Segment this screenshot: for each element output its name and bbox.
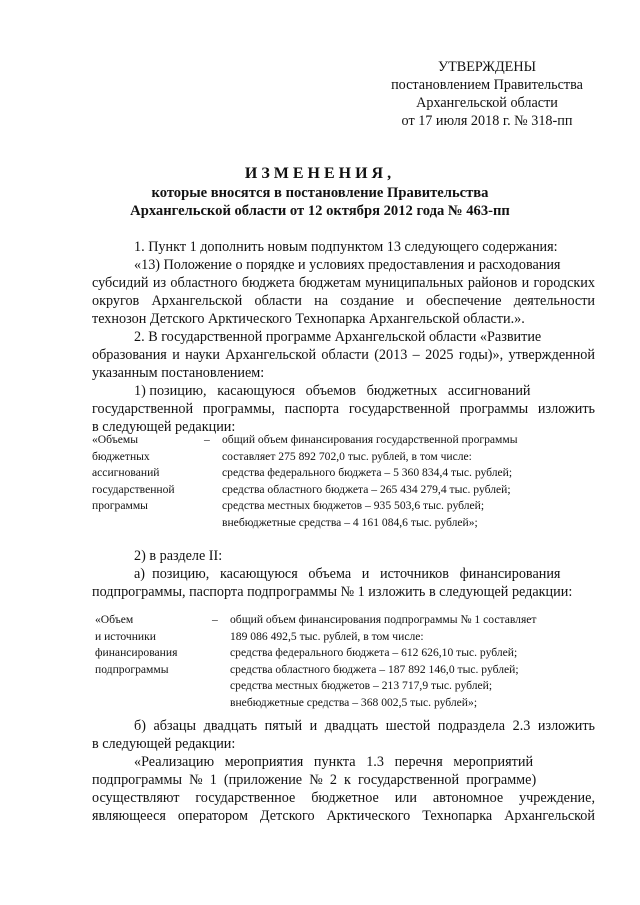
paragraph-line: государственной программы, паспорта государственной программы изложить	[92, 401, 595, 417]
paragraph-line: указанным постановлением:	[92, 365, 265, 381]
value-line: общий объем финансирования государственной программы	[222, 433, 518, 446]
value-line: составляет 275 892 702,0 тыс. рублей, в том числе:	[222, 449, 472, 463]
value-line: средства местных бюджетов – 935 503,6 тыс. рублей;	[222, 499, 485, 512]
table-dash: –	[212, 613, 218, 626]
table-label	[95, 612, 177, 678]
label-line: программы	[92, 499, 148, 512]
paragraph-line: 2) в разделе II:	[134, 548, 223, 564]
paragraph-line: б) абзацы двадцать пятый и двадцать шестой подраздела 2.3 изложить	[134, 718, 595, 734]
table-values	[230, 612, 537, 711]
paragraph-line: образования и науки Архангельской области (2013 – 2025 годы)», утвержденной	[92, 347, 595, 363]
approved-line: УТВЕРЖДЕНЫ	[438, 59, 536, 75]
section-3	[92, 717, 595, 825]
value-line: общий объем финансирования подпрограммы № 1 составляет	[230, 613, 537, 626]
table-label	[92, 432, 175, 515]
label-line: и источники	[95, 629, 156, 643]
table-values	[222, 432, 518, 531]
paragraph-line: а) позицию, касающуюся объема и источников финансирования	[134, 566, 561, 582]
section-2	[92, 547, 595, 601]
paragraph-line: округов Архангельской области на создание и обеспечение деятельности	[92, 293, 595, 309]
label-line: бюджетных	[92, 449, 150, 463]
paragraph-line: подпрограммы, паспорта подпрограммы № 1 изложить в следующей редакции:	[92, 584, 573, 600]
paragraph-line: «Реализацию мероприятия пункта 1.3 перечня мероприятий	[134, 754, 534, 770]
approved-line: от 17 июля 2018 г. № 318-пп	[401, 113, 573, 129]
value-line: средства областного бюджета – 265 434 279,4 тыс. рублей;	[222, 482, 511, 496]
paragraph-line: осуществляют государственное бюджетное или автономное учреждение,	[92, 790, 595, 806]
value-line: средства федерального бюджета – 5 360 834,4 тыс. рублей;	[222, 466, 513, 479]
paragraph-line: 1. Пункт 1 дополнить новым подпунктом 13 следующего содержания:	[134, 239, 558, 255]
value-line: средства областного бюджета – 187 892 146,0 тыс. рублей;	[230, 662, 519, 676]
paragraph-line: 1) позицию, касающуюся объемов бюджетных ассигнований	[134, 383, 531, 399]
approved-line: Архангельской области	[416, 95, 558, 111]
title-heading: ИЗМЕНЕНИЯ,	[244, 165, 396, 182]
label-line: подпрограммы	[95, 662, 169, 676]
approved-line: постановлением Правительства	[391, 77, 583, 93]
paragraph-line: в следующей редакции:	[92, 736, 236, 752]
title-line: Архангельской области от 12 октября 2012 года № 463-пп	[130, 203, 510, 219]
value-line: средства федерального бюджета – 612 626,10 тыс. рублей;	[230, 646, 518, 659]
budget-table-subprogram	[95, 612, 595, 712]
paragraph-line: субсидий из областного бюджета бюджетам муниципальных районов и городских	[92, 275, 595, 291]
label-line: государственной	[92, 482, 175, 496]
value-line: средства местных бюджетов – 213 717,9 тыс. рублей;	[230, 679, 493, 692]
paragraph-line: являющееся оператором Детского Арктического Технопарка Архангельской	[92, 808, 595, 824]
paragraph-line: «13) Положение о порядке и условиях предоставления и расходования	[134, 257, 561, 273]
label-line: ассигнований	[92, 466, 160, 479]
section-1	[92, 238, 595, 436]
value-line: внебюджетные средства – 4 161 084,6 тыс. рублей»;	[222, 515, 478, 529]
label-line: «Объем	[95, 613, 134, 626]
budget-table-program	[92, 432, 592, 532]
paragraph-line: технозон Детского Арктического Технопарка Архангельской области.».	[92, 311, 525, 327]
paragraph-line: в следующей редакции:	[92, 419, 236, 435]
table-dash: –	[204, 433, 210, 446]
value-line: внебюджетные средства – 368 002,5 тыс. рублей»;	[230, 695, 478, 709]
label-line: «Объемы	[92, 433, 139, 446]
paragraph-line: подпрограммы № 1 (приложение № 2 к государственной программе)	[92, 772, 537, 788]
title-line: которые вносятся в постановление Правительства	[151, 185, 489, 201]
approval-stamp	[372, 58, 602, 130]
value-line: 189 086 492,5 тыс. рублей, в том числе:	[230, 629, 424, 643]
document-title	[60, 164, 580, 220]
label-line: финансирования	[95, 646, 178, 659]
paragraph-line: 2. В государственной программе Архангельской области «Развитие	[134, 329, 542, 345]
